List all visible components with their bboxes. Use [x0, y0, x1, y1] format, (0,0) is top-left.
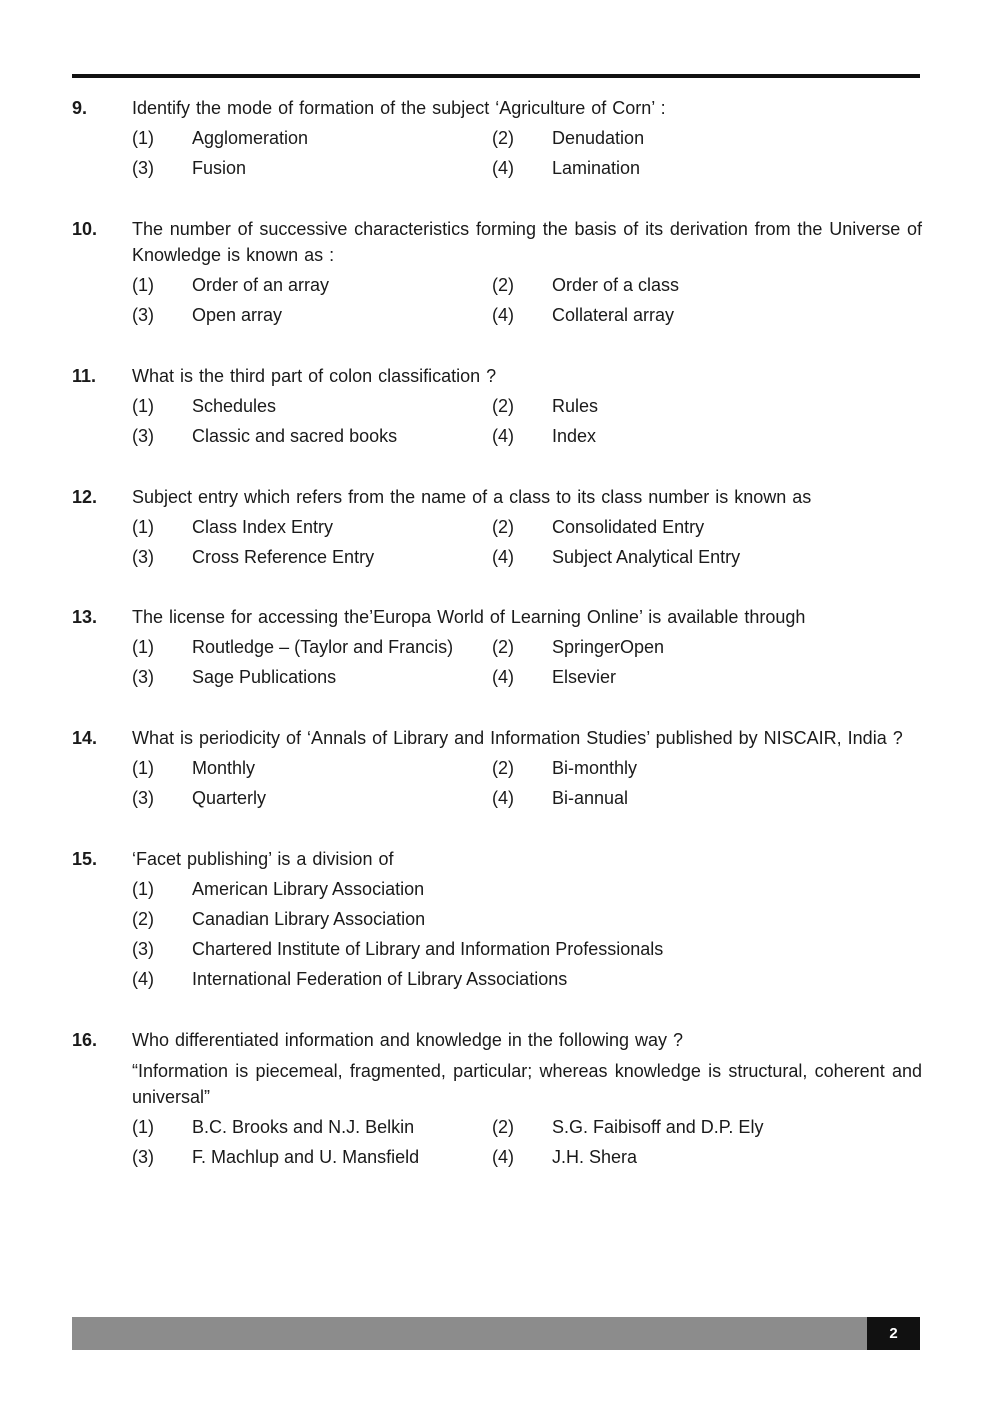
option-text: Open array [192, 305, 283, 325]
question-quote: “Information is piecemeal, fragmented, particular; whereas knowledge is structural, coherent and universal” [132, 1061, 922, 1107]
question-text: Identify the mode of formation of the subject ‘Agriculture of Corn’ : [132, 98, 666, 118]
page-number: 2 [867, 1317, 920, 1350]
question-13 [72, 604, 922, 690]
option-text: Schedules [192, 396, 277, 416]
option-number: (4) [492, 158, 514, 178]
option-number: (2) [492, 517, 514, 537]
question-text: ‘Facet publishing’ is a division of [132, 849, 394, 869]
option-row [132, 121, 922, 151]
option-number: (4) [492, 547, 514, 567]
question-number: 11. [72, 366, 97, 386]
option-number: (1) [132, 396, 154, 416]
option-text: Quarterly [192, 788, 267, 808]
option-number: (2) [492, 128, 514, 148]
option-row [132, 419, 922, 449]
footer-bar [72, 1317, 867, 1350]
option-text: Canadian Library Association [192, 909, 426, 929]
option-number: (3) [132, 788, 154, 808]
option-number: (4) [132, 969, 154, 989]
option-number: (1) [132, 275, 154, 295]
option-number: (4) [492, 1147, 514, 1167]
option-number: (4) [492, 667, 514, 687]
option-number: (2) [492, 1117, 514, 1137]
option-number: (2) [492, 396, 514, 416]
question-number: 9. [72, 98, 88, 118]
option-row [132, 902, 922, 932]
top-rule [72, 74, 920, 78]
option-text: Rules [552, 396, 599, 416]
option-text: Index [552, 426, 597, 446]
option-text: Sage Publications [192, 667, 337, 687]
option-number: (1) [132, 758, 154, 778]
option-row [132, 872, 922, 902]
option-text: F. Machlup and U. Mansfield [192, 1147, 420, 1167]
option-text: Consolidated Entry [552, 517, 705, 537]
option-row [132, 660, 922, 690]
option-number: (3) [132, 939, 154, 959]
option-number: (1) [132, 1117, 154, 1137]
option-text: Collateral array [552, 305, 675, 325]
question-number: 14. [72, 728, 98, 748]
option-text: International Federation of Library Associations [192, 969, 568, 989]
option-text: Fusion [192, 158, 247, 178]
option-row [132, 962, 922, 992]
option-row [132, 510, 922, 540]
option-row [132, 932, 922, 962]
option-number: (2) [492, 275, 514, 295]
option-number: (3) [132, 305, 154, 325]
option-text: SpringerOpen [552, 637, 665, 657]
question-15 [72, 846, 922, 992]
option-number: (2) [492, 637, 514, 657]
option-text: Order of a class [552, 275, 680, 295]
option-number: (3) [132, 667, 154, 687]
option-text: Agglomeration [192, 128, 309, 148]
option-text: Lamination [552, 158, 641, 178]
option-text: Chartered Institute of Library and Information Professionals [192, 939, 664, 959]
question-number: 12. [72, 487, 98, 507]
question-text: Subject entry which refers from the name of a class to its class number is known as [132, 487, 812, 507]
option-row [132, 298, 922, 328]
question-number: 16. [72, 1030, 98, 1050]
option-text: Cross Reference Entry [192, 547, 375, 567]
option-row [132, 389, 922, 419]
option-row [132, 781, 922, 811]
option-text: American Library Association [192, 879, 425, 899]
option-text: Monthly [192, 758, 256, 778]
question-12 [72, 484, 922, 570]
question-text: What is the third part of colon classification ? [132, 366, 497, 386]
option-number: (2) [132, 909, 154, 929]
option-number: (4) [492, 426, 514, 446]
option-text: Elsevier [552, 667, 617, 687]
question-text: The number of successive characteristics forming the basis of its derivation from the Universe of Knowledge is known as : [132, 219, 922, 265]
option-row [132, 540, 922, 570]
question-text: Who differentiated information and knowledge in the following way ? [132, 1030, 683, 1050]
question-number: 15. [72, 849, 98, 869]
option-text: Denudation [552, 128, 645, 148]
question-10 [72, 216, 922, 328]
option-number: (1) [132, 517, 154, 537]
option-text: S.G. Faibisoff and D.P. Ely [552, 1117, 764, 1137]
option-number: (3) [132, 158, 154, 178]
question-16 [72, 1027, 922, 1170]
option-row [132, 1110, 922, 1140]
option-text: Bi-monthly [552, 758, 638, 778]
option-number: (1) [132, 128, 154, 148]
option-text: Classic and sacred books [192, 426, 398, 446]
option-text: J.H. Shera [552, 1147, 638, 1167]
option-number: (4) [492, 788, 514, 808]
question-14 [72, 725, 922, 811]
option-text: Routledge – (Taylor and Francis) [192, 637, 454, 657]
option-text: Bi-annual [552, 788, 629, 808]
option-row [132, 751, 922, 781]
option-number: (4) [492, 305, 514, 325]
option-text: Class Index Entry [192, 517, 334, 537]
option-row [132, 268, 922, 298]
option-row [132, 1140, 922, 1170]
option-text: B.C. Brooks and N.J. Belkin [192, 1117, 415, 1137]
option-number: (1) [132, 879, 154, 899]
option-number: (3) [132, 1147, 154, 1167]
question-number: 10. [72, 219, 98, 239]
question-text: The license for accessing the’Europa World of Learning Online’ is available through [132, 607, 806, 627]
question-9 [72, 95, 922, 181]
option-number: (3) [132, 547, 154, 567]
option-number: (3) [132, 426, 154, 446]
option-text: Subject Analytical Entry [552, 547, 741, 567]
question-text: What is periodicity of ‘Annals of Library and Information Studies’ published by NISCAIR, India ? [132, 728, 903, 748]
option-number: (2) [492, 758, 514, 778]
question-number: 13. [72, 607, 98, 627]
option-row [132, 151, 922, 181]
question-11 [72, 363, 922, 449]
option-text: Order of an array [192, 275, 330, 295]
option-number: (1) [132, 637, 154, 657]
option-row [132, 630, 922, 660]
